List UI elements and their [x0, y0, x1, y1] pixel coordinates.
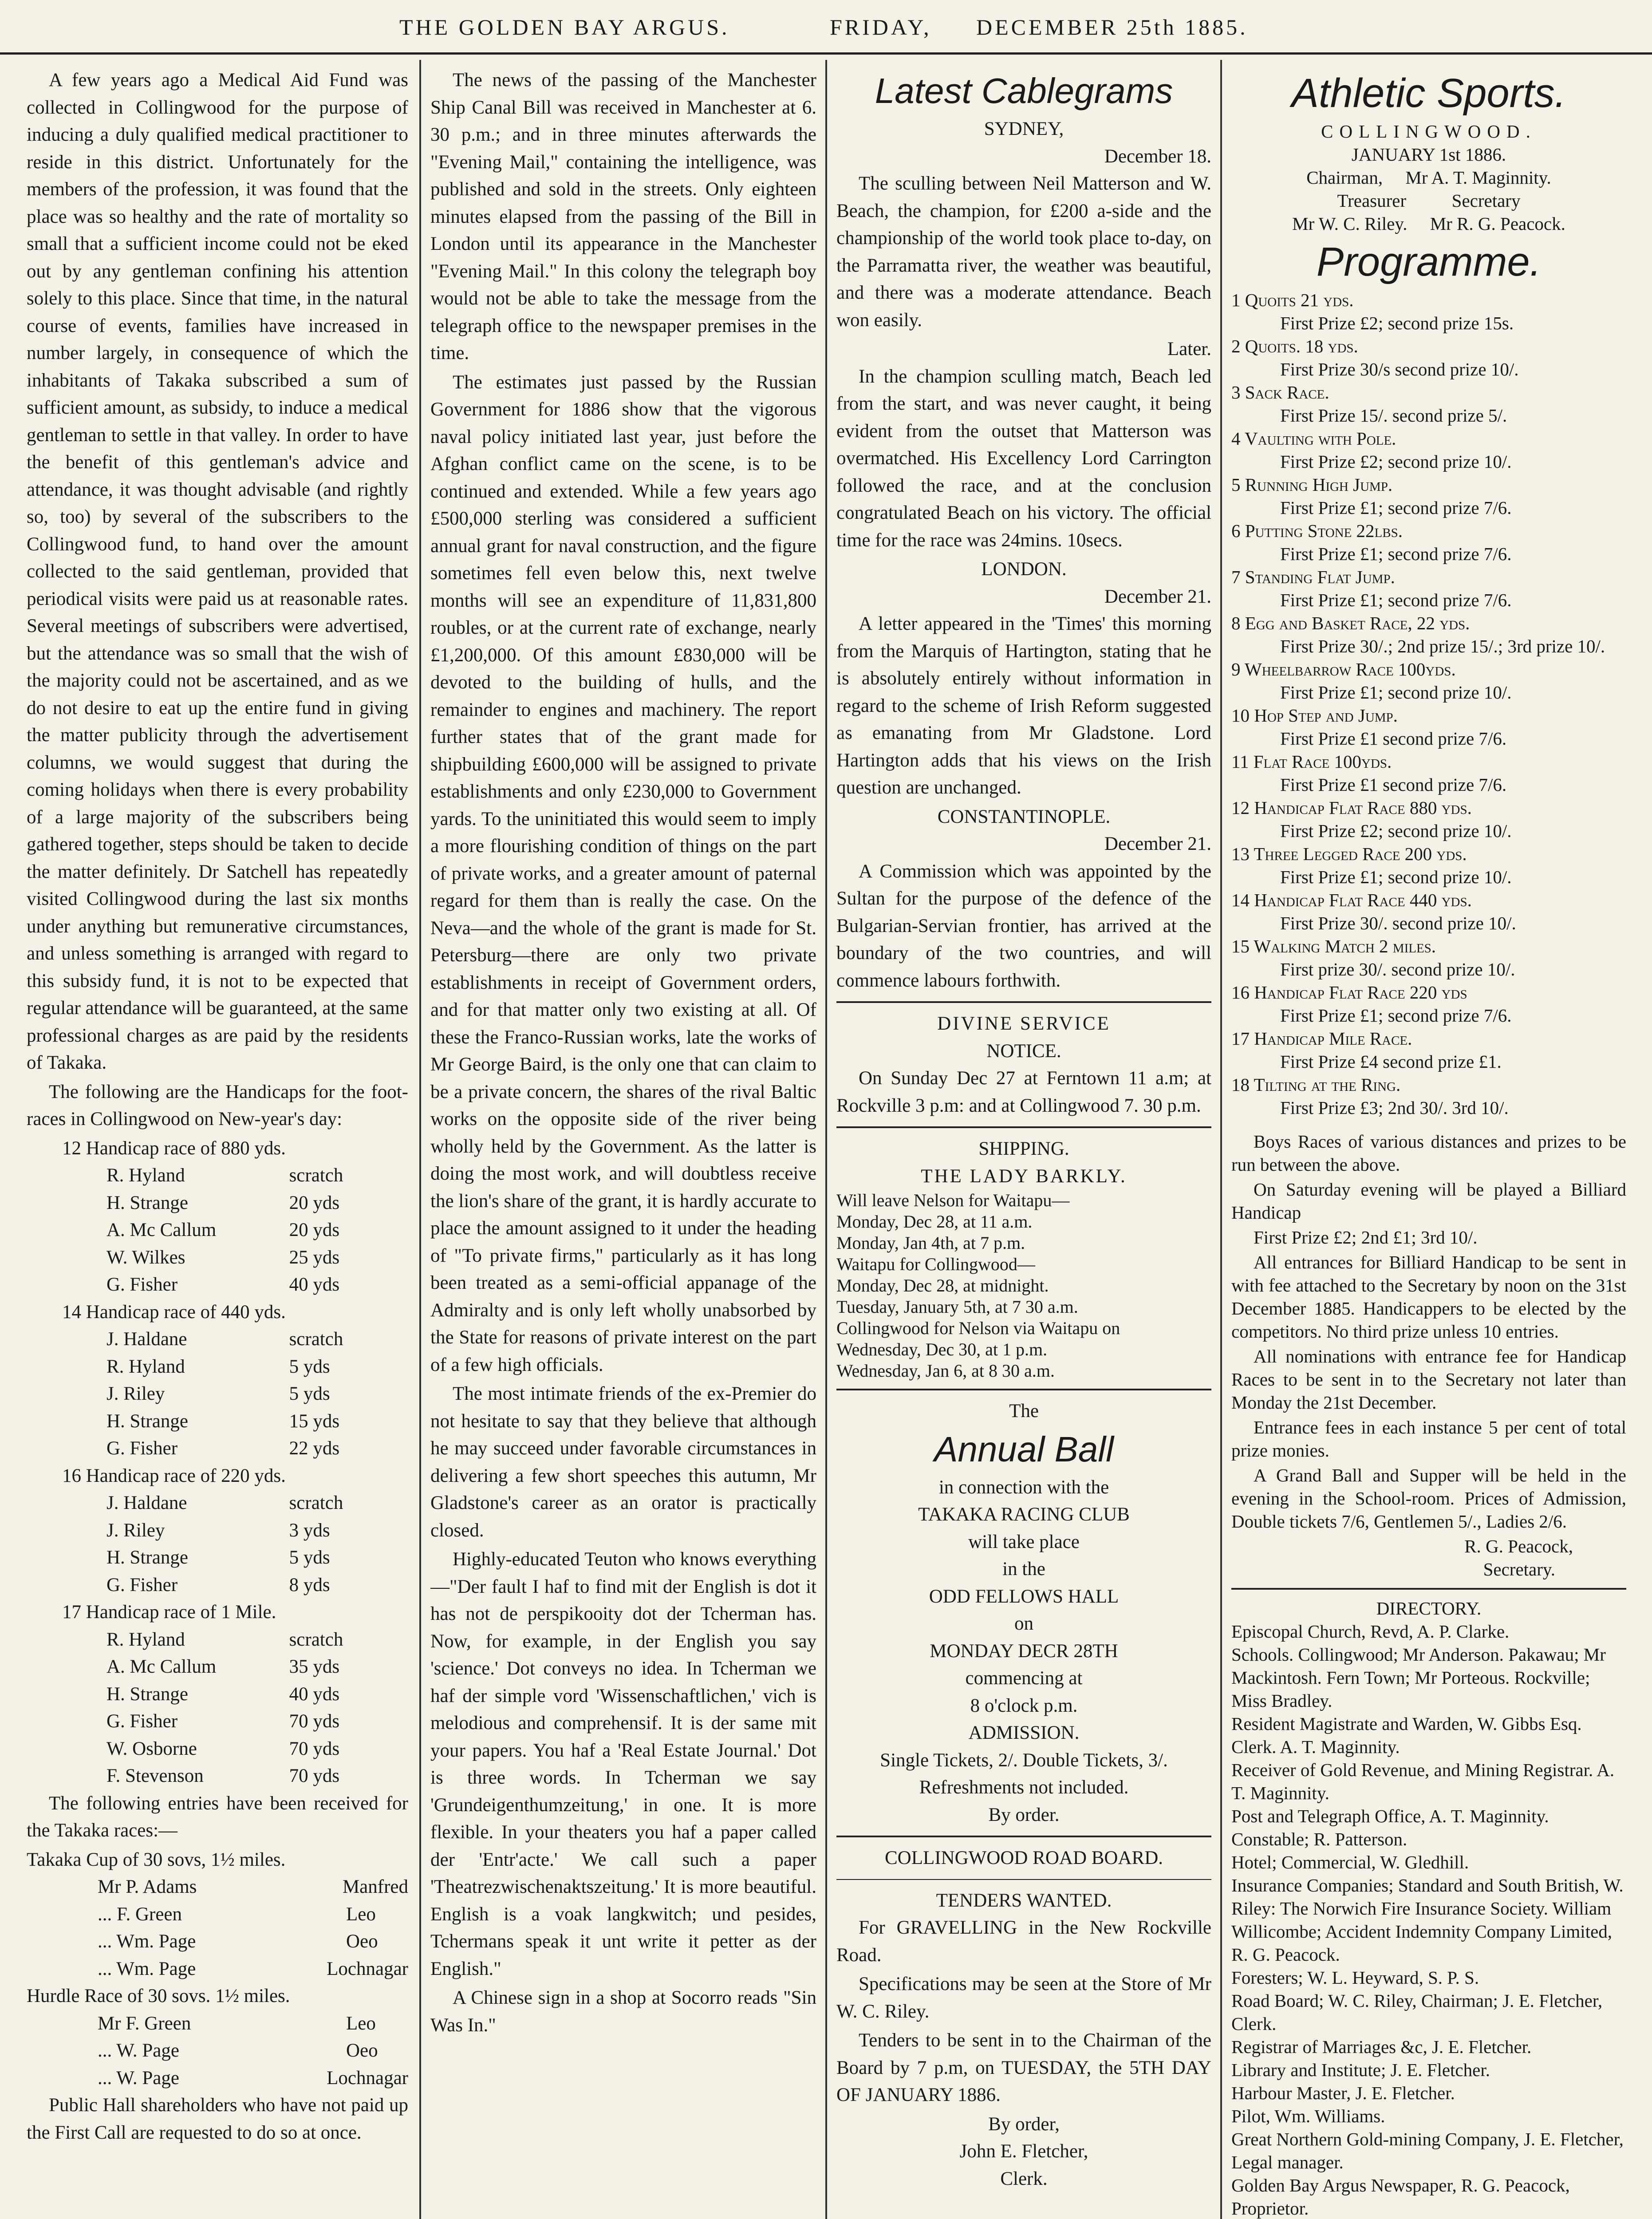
runner-handicap: 5 yds — [289, 1356, 330, 1377]
horse-entry — [27, 1928, 408, 1955]
directory-title: DIRECTORY. — [1376, 1598, 1482, 1619]
event-title: 18 Tilting at the Ring. — [1231, 1074, 1401, 1095]
sign-role: Secretary. — [1483, 1559, 1555, 1579]
teuton-article: Highly-educated Teuton who knows everything—"Der fault I haf to find mit der English is dot it has not de perspikooity dot der Tcherman has. Now, for example, in der English you say 'science.' Dot conveys no idea. In Tcherman we haf der simple vord 'Wissenschaftlichen,' vich is melodious and comprehensif. It is der same mit your papers. You haf a 'Real Estate Journal.' Dot is three words. In Tcherman we say 'Grundeigenthumzeitung,' in one. It is more flexible. In your theaters you haf a paper called der 'Entr'acte.' We call such a paper 'Theatrezwischenaktszeitung.' It is more beautiful. English is a voak langkwitch; und pesides, Tchermans speak it unt write it petter as der English." — [430, 1549, 816, 1979]
ball-line: 8 o'clock p.m. — [970, 1695, 1078, 1716]
constantinople-date: December 21. — [1104, 833, 1211, 854]
column-2 — [430, 67, 816, 2219]
ball-line: MONDAY DECR 28TH — [930, 1640, 1118, 1662]
chairman-label: Chairman, — [1306, 167, 1383, 188]
shipping-line: Wednesday, Jan 6, at 8 30 a.m. — [836, 1361, 1055, 1381]
horse-entry — [27, 1873, 408, 1901]
ball-line: in connection with the — [938, 1477, 1109, 1498]
sports-note: Entrance fees in each instance 5 per cent of total prize monies. — [1231, 1417, 1626, 1461]
event-title: 10 Hop Step and Jump. — [1231, 705, 1398, 726]
event-title: 14 Handicap Flat Race 440 yds. — [1231, 890, 1472, 910]
programme-event — [1231, 935, 1626, 981]
event-title: 8 Egg and Basket Race, 22 yds. — [1231, 613, 1470, 633]
race-entry — [27, 1216, 408, 1244]
divine-service-title: DIVINE SERVICE — [937, 1013, 1111, 1034]
programme-event — [1231, 704, 1626, 750]
owner-name: ... Wm. Page — [98, 1958, 196, 1979]
takaka-cup-entries — [27, 1873, 408, 1982]
divider — [836, 1879, 1211, 1880]
runner-name: J. Riley — [106, 1383, 165, 1404]
runner-name: A. Mc Callum — [106, 1220, 217, 1240]
programme-event — [1231, 750, 1626, 796]
runner-handicap: 5 yds — [289, 1383, 330, 1404]
tenders-text-1: For GRAVELLING in the New Rockville Road. — [836, 1917, 1211, 1966]
directory-entry: Pilot, Wm. Williams. — [1231, 2106, 1385, 2126]
race-entry — [27, 1435, 408, 1462]
treasurer-label: Treasurer — [1337, 190, 1407, 211]
sports-note: On Saturday evening will be played a Billiard Handicap — [1231, 1179, 1626, 1223]
runner-handicap: scratch — [289, 1629, 343, 1650]
event-prize: First Prize 30/. second prize 10/. — [1280, 913, 1516, 933]
race-title: 17 Handicap race of 1 Mile. — [62, 1602, 276, 1623]
event-prize: First Prize £1; second prize 7/6. — [1280, 544, 1512, 564]
programme-event — [1231, 1027, 1626, 1073]
sports-note: A Grand Ball and Supper will be held in the evening in the School-room. Prices of Admission, Double tickets 7/6, Gentlemen 5/., Ladies 2/6. — [1231, 1465, 1626, 1532]
column-3 — [836, 67, 1211, 2219]
column-rule — [419, 60, 421, 2219]
shipping-line: Monday, Dec 28, at midnight. — [836, 1275, 1049, 1295]
takaka-cup-title: Takaka Cup of 30 sovs, 1½ miles. — [27, 1849, 286, 1870]
directory-entry: Harbour Master, J. E. Fletcher. — [1231, 2083, 1455, 2103]
handicap-races — [27, 1135, 408, 1790]
event-title: 17 Handicap Mile Race. — [1231, 1028, 1412, 1049]
event-title: 11 Flat Race 100yds. — [1231, 751, 1392, 772]
runner-handicap: 22 yds — [289, 1438, 340, 1459]
shipping-line: Tuesday, January 5th, at 7 30 a.m. — [836, 1297, 1078, 1317]
directory-entry: Insurance Companies; Standard and South British, W. Riley: The Norwich Fire Insurance Society. William Willicombe; Accident Indemnity Company Limited, R. G. Peacock. — [1231, 1875, 1624, 1965]
event-title: 12 Handicap Flat Race 880 yds. — [1231, 798, 1472, 818]
ball-line: Refreshments not included. — [919, 1777, 1129, 1798]
divider — [836, 1389, 1211, 1390]
race-entry — [27, 1762, 408, 1790]
issue-date: DECEMBER 25th 1885. — [976, 15, 1248, 39]
runner-name: G. Fisher — [106, 1438, 178, 1459]
horse-name: Manfred — [342, 1876, 408, 1897]
shipping-line: Monday, Dec 28, at 11 a.m. — [836, 1212, 1033, 1232]
chairman-line — [1231, 166, 1626, 189]
race-entry — [27, 1517, 408, 1544]
column-4 — [1231, 67, 1626, 2219]
runner-name: W. Osborne — [106, 1738, 197, 1759]
event-prize: First prize 30/. second prize 10/. — [1280, 959, 1515, 979]
event-prize: First Prize £2; second prize 15s. — [1280, 313, 1514, 333]
runner-handicap: 40 yds — [289, 1683, 340, 1705]
event-prize: First Prize 30/s second prize 10/. — [1280, 359, 1519, 379]
shipping-line: Will leave Nelson for Waitapu— — [836, 1190, 1070, 1210]
ball-line: ODD FELLOWS HALL — [929, 1586, 1119, 1607]
shipping-schedule — [836, 1190, 1211, 1382]
ship-canal-article: The news of the passing of the Manchester Ship Canal Bill was received in Manchester at 6. 30 p.m.; and in three minutes afterwards the "Evening Mail," containing the intelligence, was published and sold in the streets. Only eighteen minutes elapsed from the passing of the Bill in London until its appearance in the Manchester "Evening Mail." In this colony the telegraph boy would not be able to take the message from the telegraph office to the newspaper premises in the time. — [430, 70, 816, 363]
owner-name: ... Wm. Page — [98, 1931, 196, 1952]
runner-handicap: 15 yds — [289, 1410, 340, 1432]
programme-event — [1231, 658, 1626, 704]
russian-naval-article: The estimates just passed by the Russian Government for 1886 show that the vigorous naval policy initiated last year, just before the Afghan conflict came on the scene, is to be continued and extended. While a few years ago £500,000 sterling was considered a sufficient annual grant for naval construction, and the figure sometimes fell even below this, next twelve months will see an expenditure of 11,831,800 roubles, or at the current rate of exchange, nearly £1,200,000. Of this amount £830,000 will be devoted to the building of hulls, and the remainder to engines and machinery. The report further states that of the grant made for shipbuilding £600,000 will be assigned to private establishments and only £230,000 to Government yards. To the uninitiated this would seem to imply a more flourishing condition of things on the part of private works, and a greater amount of paternal regard for them than is really the case. On the Neva—and the whole of the grant is made for St. Petersburg—there are only two private establishments in receipt of Government orders, and for that matter only two existing at all. Of these the Franco-Russian works, late the works of Mr George Baird, is the only one that can claim to be a private concern, the shares of the rival Baltic works on the opposite side of the river being wholly held by the Government. As the latter is doing the most work, and will doubtless receive the lion's share of the grant, it is hardly accurate to place the amount assigned to it under the heading of "To private firms," particularly as it has long been treated as a semi-official appanage of the Admiralty and is only left wholly unabsorbed by the State for reasons of private interest on the part of a few high officials. — [430, 371, 816, 1375]
divine-notice-label: NOTICE. — [986, 1040, 1061, 1062]
hurdle-title: Hurdle Race of 30 sovs. 1½ miles. — [27, 1986, 290, 2006]
runner-handicap: 25 yds — [289, 1247, 340, 1268]
event-prize: First Prize £3; 2nd 30/. 3rd 10/. — [1280, 1098, 1509, 1118]
road-board-title: COLLINGWOOD ROAD BOARD. — [884, 1848, 1163, 1868]
takaka-intro: The following entries have been received for the Takaka races:— — [27, 1793, 408, 1841]
horse-name: Oeo — [346, 1931, 378, 1952]
event-title: 3 Sack Race. — [1231, 382, 1329, 403]
sports-note: First Prize £2; 2nd £1; 3rd 10/. — [1254, 1227, 1478, 1248]
hurdle-entries — [27, 2010, 408, 2092]
column-1 — [27, 67, 408, 2219]
race-entry — [27, 1353, 408, 1381]
event-prize: First Prize 15/. second prize 5/. — [1280, 405, 1507, 426]
event-prize: First Prize £1 second prize 7/6. — [1280, 728, 1507, 749]
sports-note: All entrances for Billiard Handicap to be sent in with fee attached to the Secretary by noon on the 31st December 1885. Handicappers to be elected by the competitors. No third prize unless 10 entries. — [1231, 1252, 1626, 1342]
directory-entry: Registrar of Marriages &c, J. E. Fletcher. — [1231, 2037, 1532, 2057]
sports-place: COLLINGWOOD. — [1321, 121, 1537, 142]
owner-name: ... F. Green — [98, 1903, 182, 1925]
race-entry — [27, 1244, 408, 1271]
sydney-date: December 18. — [1104, 146, 1211, 167]
ball-line: will take place — [968, 1531, 1080, 1552]
programme-event — [1231, 565, 1626, 612]
masthead — [0, 0, 1652, 55]
athletic-sports-title: Athletic Sports. — [1291, 71, 1566, 116]
event-title: 13 Three Legged Race 200 yds. — [1231, 844, 1467, 864]
programme-event — [1231, 888, 1626, 935]
race-entry — [27, 1189, 408, 1217]
medical-aid-article: A few years ago a Medical Aid Fund was collected in Collingwood for the purpose of inducing a duly qualified medical practitioner to reside in this district. Unfortunately for the members of the profession, it was found that the place was so healthy and the rate of mortality so small that a sufficient income could not be eked out by any gentleman confining his attention solely to this place. Since that time, in the natural course of events, families have increased in number largely, in consequence of which the inhabitants of Takaka subscribed a sum of sufficient amount, as subsidy, to induce a medical gentleman to settle in that valley. In order to have the benefit of this gentleman's advice and attendance, it was thought advisable (and rightly so, too) by several of the subscribers to the Collingwood fund, to hand over the amount collected to the said gentleman, provided that periodical visits were paid us at reasonable rates. Several meetings of subscribers were advertised, but the attendance was so small that the wish of the majority could not be ascertained, and as we do not desire to eat up the entire fund in giving the matter publicity through the advertisement columns, we would suggest that during the coming holidays when there is every probability of a large majority of the subscribers being gathered together, steps should be taken to decide the matter definitely. Dr Satchell has repeatedly visited Collingwood during the last six months under anything but remunerative circumstances, and unless something is arranged with regard to this subsidy fund, it is not to be expected that regular attendance will be guaranteed, at the same professional charges as are paid by the residents of Takaka. — [27, 70, 408, 1073]
runner-name: J. Haldane — [106, 1329, 187, 1350]
runner-name: H. Strange — [106, 1547, 188, 1568]
sports-note: Boys Races of various distances and prizes to be run between the above. — [1231, 1131, 1626, 1175]
event-prize: First Prize £1; second prize 7/6. — [1280, 497, 1512, 518]
runner-handicap: scratch — [289, 1329, 343, 1350]
runner-name: H. Strange — [106, 1410, 188, 1432]
runner-name: H. Strange — [106, 1683, 188, 1705]
race-entry — [27, 1326, 408, 1353]
event-prize: First Prize £1 second prize 7/6. — [1280, 774, 1507, 795]
runner-handicap: 5 yds — [289, 1547, 330, 1568]
ball-line: TAKAKA RACING CLUB — [918, 1504, 1130, 1525]
treasurer-name: Mr W. C. Riley. — [1292, 213, 1408, 234]
runner-handicap: 70 yds — [289, 1711, 340, 1732]
event-prize: First Prize £1; second prize 7/6. — [1280, 1005, 1512, 1026]
secretary-name: Mr R. G. Peacock. — [1430, 213, 1565, 234]
directory-entry: Schools. Collingwood; Mr Anderson. Pakawau; Mr Mackintosh. Fern Town; Mr Porteous. Rockville; Miss Bradley. — [1231, 1644, 1606, 1711]
directory-entry: Episcopal Church, Revd, A. P. Clarke. — [1231, 1621, 1510, 1642]
event-prize: First Prize £1; second prize 7/6. — [1280, 590, 1512, 610]
signer-name: John E. Fletcher, — [959, 2141, 1088, 2162]
officers-labels — [1231, 189, 1626, 212]
public-hall-notice: Public Hall shareholders who have not paid up the First Call are requested to do so at once. — [27, 2095, 408, 2143]
race-entry — [27, 1408, 408, 1435]
programme-event — [1231, 381, 1626, 427]
column-rule — [1220, 60, 1222, 2219]
sydney-text-2: In the champion sculling match, Beach led from the start, and was never caught, it being evident from the outset that Matterson was overmatched. His Excellency Lord Carrington followed the race, and at the conclusion congratulated Beach on his victory. The official time for the race was 24mins. 10secs. — [836, 366, 1211, 551]
divider — [836, 1126, 1211, 1128]
directory-entry: Golden Bay Argus Newspaper, R. G. Peacock, Proprietor. — [1231, 2175, 1570, 2219]
runner-name: G. Fisher — [106, 1274, 178, 1295]
runner-handicap: 20 yds — [289, 1220, 340, 1240]
runner-name: R. Hyland — [106, 1629, 185, 1650]
directory-entry: Road Board; W. C. Riley, Chairman; J. E. Fletcher, Clerk. — [1231, 1990, 1603, 2034]
owner-name: ... W. Page — [98, 2040, 179, 2061]
tenders-title: TENDERS WANTED. — [936, 1890, 1112, 1911]
runner-handicap: 3 yds — [289, 1520, 330, 1541]
runner-handicap: 8 yds — [289, 1574, 330, 1595]
horse-entry — [27, 2065, 408, 2092]
event-prize: First Prize £1; second prize 10/. — [1280, 867, 1512, 887]
event-title: 16 Handicap Flat Race 220 yds — [1231, 982, 1467, 1003]
sydney-text-1: The sculling between Neil Matterson and W. Beach, the champion, for £200 a-side and the championship of the world took place to-day, on the Parramatta river, the weather was beautiful, and there was a moderate attendance. Beach won easily. — [836, 173, 1211, 331]
signer-role: Clerk. — [1000, 2168, 1048, 2189]
event-prize: First Prize £2; second prize 10/. — [1280, 821, 1512, 841]
runner-name: R. Hyland — [106, 1165, 185, 1186]
ball-line: in the — [1002, 1559, 1045, 1579]
race-entry — [27, 1489, 408, 1517]
horse-name: Oeo — [346, 2040, 378, 2061]
directory-entry: Constable; R. Patterson. — [1231, 1829, 1408, 1849]
directory-entry: Library and Institute; J. E. Fletcher. — [1231, 2060, 1490, 2080]
london-heading: LONDON. — [981, 559, 1067, 580]
constantinople-heading: CONSTANTINOPLE. — [937, 806, 1111, 827]
race-title: 16 Handicap race of 220 yds. — [62, 1465, 286, 1486]
event-prize: First Prize 30/.; 2nd prize 15/.; 3rd prize 10/. — [1280, 636, 1605, 656]
tenders-text-2: Specifications may be seen at the Store of Mr W. C. Riley. — [836, 1974, 1211, 2022]
event-title: 5 Running High Jump. — [1231, 474, 1393, 495]
sign-name: R. G. Peacock, — [1464, 1536, 1573, 1556]
race-entry — [27, 1271, 408, 1299]
runner-handicap: 20 yds — [289, 1192, 340, 1213]
directory-list — [1231, 1620, 1626, 2219]
ball-line: on — [1014, 1613, 1033, 1634]
chinese-sign-article: A Chinese sign in a shop at Socorro reads "Sin Was In." — [430, 1987, 816, 2036]
horse-entry — [27, 2037, 408, 2065]
programme-event — [1231, 981, 1626, 1027]
ball-line: ADMISSION. — [968, 1722, 1080, 1743]
owner-name: ... W. Page — [98, 2067, 179, 2089]
horse-name: Lochnagar — [327, 1958, 408, 1979]
gladstone-article: The most intimate friends of the ex-Premier do not hesitate to say that they believe that although he may succeed under favorable circumstances in delivering a few short speeches this autumn, Mr Gladstone's career as an orator is practically closed. — [430, 1383, 816, 1541]
ship-name: THE LADY BARKLY. — [921, 1165, 1127, 1187]
programme-event — [1231, 612, 1626, 658]
runner-name: G. Fisher — [106, 1711, 178, 1732]
event-title: 7 Standing Flat Jump. — [1231, 567, 1395, 587]
race-entry — [27, 1681, 408, 1708]
programme-event — [1231, 842, 1626, 888]
runner-name: R. Hyland — [106, 1356, 185, 1377]
later-label: Later. — [1167, 339, 1211, 359]
owner-name: Mr P. Adams — [98, 1876, 197, 1897]
horse-name: Lochnagar — [327, 2067, 408, 2089]
chairman-name: Mr A. T. Maginnity. — [1405, 167, 1551, 188]
programme-event — [1231, 288, 1626, 335]
event-title: 1 Quoits 21 yds. — [1231, 290, 1354, 310]
sports-notes — [1231, 1130, 1626, 1533]
shipping-line: Wednesday, Dec 30, at 1 p.m. — [836, 1339, 1048, 1359]
runner-name: A. Mc Callum — [106, 1656, 217, 1677]
directory-entry: Hotel; Commercial, W. Gledhill. — [1231, 1852, 1469, 1872]
event-title: 4 Vaulting with Pole. — [1231, 428, 1396, 449]
horse-entry — [27, 2010, 408, 2037]
runner-handicap: 40 yds — [289, 1274, 340, 1295]
runner-name: J. Riley — [106, 1520, 165, 1541]
ball-line: commencing at — [965, 1668, 1083, 1689]
officers-names — [1231, 212, 1626, 235]
event-prize: First Prize £1; second prize 10/. — [1280, 682, 1512, 703]
race-entry — [27, 1708, 408, 1735]
shipping-line: Waitapu for Collingwood— — [836, 1254, 1035, 1274]
divider — [1231, 1588, 1626, 1590]
by-order: By order, — [988, 2113, 1060, 2135]
runner-name: H. Strange — [106, 1192, 188, 1213]
runner-name: F. Stevenson — [106, 1765, 204, 1786]
programme-title: Programme. — [1316, 239, 1542, 284]
divine-service-text: On Sunday Dec 27 at Ferntown 11 a.m; at Rockville 3 p.m: and at Collingwood 7. 30 p.m. — [836, 1068, 1211, 1116]
paper-name: THE GOLDEN BAY ARGUS. — [399, 15, 730, 39]
race-entry — [27, 1162, 408, 1189]
shipping-title: SHIPPING. — [978, 1138, 1069, 1159]
london-date: December 21. — [1104, 586, 1211, 607]
london-text: A letter appeared in the 'Times' this morning from the Marquis of Hartington, stating that he is absolutely entirely without information in regard to the scheme of Irish Reform suggested as emanating from Mr Gladstone. Lord Hartington adds that his views on the Irish question are unchanged. — [836, 613, 1211, 798]
event-title: 9 Wheelbarrow Race 100yds. — [1231, 659, 1456, 679]
directory-entry: Resident Magistrate and Warden, W. Gibbs Esq. Clerk. A. T. Maginnity. — [1231, 1714, 1582, 1757]
owner-name: Mr F. Green — [98, 2013, 191, 2034]
issue-day: FRIDAY, — [830, 15, 932, 39]
programme-event — [1231, 335, 1626, 381]
horse-name: Leo — [346, 1903, 376, 1925]
directory-entry: Receiver of Gold Revenue, and Mining Registrar. A. T. Maginnity. — [1231, 1760, 1615, 1803]
sports-note: All nominations with entrance fee for Handicap Races to be sent in to the Secretary not later than Monday the 21st December. — [1231, 1346, 1626, 1413]
sydney-heading: SYDNEY, — [984, 118, 1064, 139]
race-entry — [27, 1735, 408, 1763]
directory-entry: Great Northern Gold-mining Company, J. E. Fletcher, Legal manager. — [1231, 2129, 1624, 2172]
shipping-line: Monday, Jan 4th, at 7 p.m. — [836, 1233, 1025, 1253]
column-rule — [825, 60, 827, 2219]
race-entry — [27, 1626, 408, 1654]
programme-event — [1231, 796, 1626, 842]
race-entry — [27, 1571, 408, 1599]
divider — [836, 1001, 1211, 1003]
cablegrams-title: Latest Cablegrams — [875, 71, 1173, 111]
race-entry — [27, 1653, 408, 1681]
directory-entry: Post and Telegraph Office, A. T. Maginnity. — [1231, 1806, 1549, 1826]
programme-event — [1231, 1073, 1626, 1119]
event-prize: First Prize £2; second prize 10/. — [1280, 451, 1512, 472]
horse-entry — [27, 1955, 408, 1983]
runner-handicap: 70 yds — [289, 1765, 340, 1786]
race-entry — [27, 1380, 408, 1408]
annual-ball-details — [836, 1474, 1211, 1829]
event-title: 6 Putting Stone 22lbs. — [1231, 521, 1403, 541]
handicap-intro: The following are the Handicaps for the foot-races in Collingwood on New-year's day: — [27, 1081, 408, 1129]
event-title: 2 Quoits. 18 yds. — [1231, 336, 1358, 356]
race-title: 14 Handicap race of 440 yds. — [62, 1301, 286, 1323]
runner-handicap: 35 yds — [289, 1656, 340, 1677]
runner-handicap: scratch — [289, 1165, 343, 1186]
event-prize: First Prize £4 second prize £1. — [1280, 1051, 1502, 1072]
event-title: 15 Walking Match 2 miles. — [1231, 936, 1436, 956]
divider — [836, 1836, 1211, 1837]
programme-events — [1231, 288, 1626, 1119]
runner-name: G. Fisher — [106, 1574, 178, 1595]
sports-date: JANUARY 1st 1886. — [1351, 144, 1506, 165]
annual-ball-title: Annual Ball — [934, 1429, 1114, 1469]
runner-handicap: scratch — [289, 1492, 343, 1513]
ball-the: The — [1009, 1401, 1039, 1421]
runner-name: W. Wilkes — [106, 1247, 185, 1268]
ball-line: By order. — [988, 1804, 1060, 1825]
secretary-label: Secretary — [1451, 190, 1521, 211]
programme-event — [1231, 473, 1626, 519]
shipping-line: Collingwood for Nelson via Waitapu on — [836, 1318, 1120, 1338]
programme-event — [1231, 427, 1626, 473]
tenders-text-3: Tenders to be sent in to the Chairman of the Board by 7 p.m, on TUESDAY, the 5TH DAY OF JANUARY 1886. — [836, 2030, 1211, 2105]
programme-event — [1231, 519, 1626, 565]
directory-entry: Foresters; W. L. Heyward, S. P. S. — [1231, 1967, 1479, 1988]
constantinople-text: A Commission which was appointed by the Sultan for the purpose of the defence of the Bulgarian-Servian frontier, has arrived at the boundary of the two countries, and will commence labours forthwith. — [836, 861, 1211, 991]
runner-name: J. Haldane — [106, 1492, 187, 1513]
ball-line: Single Tickets, 2/. Double Tickets, 3/. — [880, 1749, 1168, 1771]
horse-entry — [27, 1901, 408, 1928]
race-title: 12 Handicap race of 880 yds. — [62, 1137, 286, 1159]
race-entry — [27, 1544, 408, 1571]
horse-name: Leo — [346, 2013, 376, 2034]
runner-handicap: 70 yds — [289, 1738, 340, 1759]
